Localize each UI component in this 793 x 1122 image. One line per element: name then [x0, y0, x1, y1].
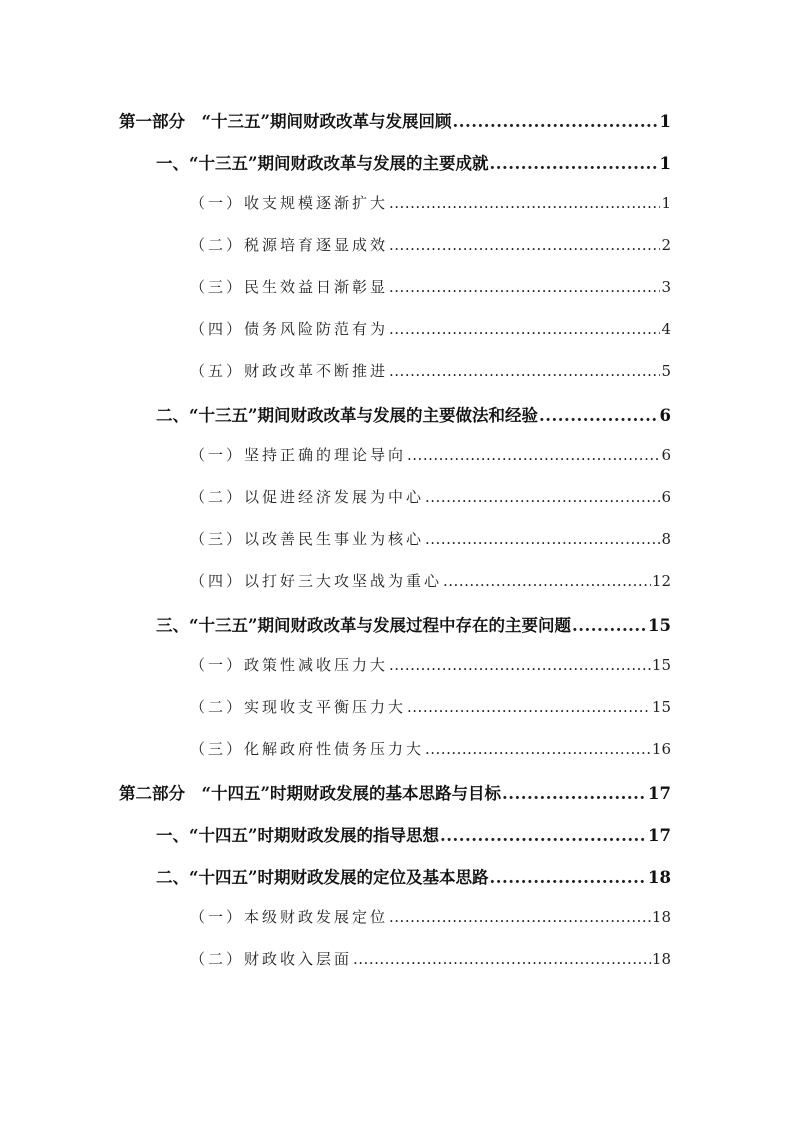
toc-entry[interactable] — [190, 906, 671, 927]
toc-entry-title: （一）本级财政发展定位 — [190, 908, 389, 926]
toc-entry[interactable] — [190, 234, 671, 255]
toc-entry-title: 一、“十三五”期间财政改革与发展的主要成就 — [156, 154, 489, 173]
toc-leader-dots — [389, 656, 651, 674]
toc-entry-page: 17 — [648, 826, 671, 845]
toc-entry-page: 3 — [661, 278, 671, 296]
toc-leader-dots — [489, 154, 658, 173]
toc-entry-page: 1 — [659, 154, 671, 173]
toc-leader-dots — [407, 446, 660, 464]
toc-leader-dots — [389, 278, 660, 296]
toc-entry-title: （二）财政收入层面 — [190, 950, 353, 968]
toc-entry-title: （一）政策性减收压力大 — [190, 656, 389, 674]
toc-entry-page: 15 — [648, 616, 671, 635]
toc-leader-dots — [452, 112, 658, 131]
toc-entry-page: 1 — [659, 112, 671, 131]
toc-leader-dots — [389, 362, 660, 380]
toc-entry[interactable] — [190, 192, 671, 213]
toc-entry[interactable] — [119, 780, 671, 804]
toc-leader-dots — [353, 950, 651, 968]
toc-entry[interactable] — [190, 444, 671, 465]
toc-entry[interactable] — [119, 108, 671, 132]
toc-entry[interactable] — [156, 822, 671, 846]
toc-leader-dots — [443, 572, 651, 590]
toc-entry-page: 2 — [661, 236, 671, 254]
toc-leader-dots — [389, 194, 660, 212]
toc-entry-page: 15 — [651, 698, 671, 716]
toc-entry-title: 二、“十三五”期间财政改革与发展的主要做法和经验 — [156, 406, 538, 425]
toc-entry[interactable] — [190, 528, 671, 549]
toc-leader-dots — [389, 236, 660, 254]
toc-entry-title: （三）民生效益日渐彰显 — [190, 278, 389, 296]
toc-leader-dots — [389, 320, 660, 338]
toc-entry[interactable] — [190, 738, 671, 759]
toc-entry-page: 18 — [648, 868, 671, 887]
toc-entry-page: 6 — [659, 406, 671, 425]
toc-entry[interactable] — [156, 864, 671, 888]
toc-entry-page: 4 — [661, 320, 671, 338]
toc-entry[interactable] — [190, 486, 671, 507]
toc-leader-dots — [539, 406, 659, 425]
toc-leader-dots — [407, 698, 651, 716]
toc-entry-title: 二、“十四五”时期财政发展的定位及基本思路 — [156, 868, 489, 887]
toc-entry-title: （二）税源培育逐显成效 — [190, 236, 389, 254]
toc-entry-page: 16 — [651, 740, 671, 758]
toc-entry-title: （三）化解政府性债务压力大 — [190, 740, 425, 758]
toc-entry-title: （三）以改善民生事业为核心 — [190, 530, 425, 548]
toc-entry-title: （二）以促进经济发展为中心 — [190, 488, 425, 506]
toc-entry[interactable] — [156, 612, 671, 636]
toc-entry-title: （五）财政改革不断推进 — [190, 362, 389, 380]
toc-entry-page: 6 — [661, 488, 671, 506]
toc-entry-page: 17 — [648, 784, 671, 803]
toc-leader-dots — [440, 826, 647, 845]
toc-leader-dots — [502, 784, 647, 803]
toc-entry-page: 15 — [651, 656, 671, 674]
toc-entry[interactable] — [190, 696, 671, 717]
toc-entry[interactable] — [190, 360, 671, 381]
toc-entry-page: 1 — [661, 194, 671, 212]
toc-entry-title: 一、“十四五”时期财政发展的指导思想 — [156, 826, 439, 845]
toc-leader-dots — [425, 488, 660, 506]
toc-entry-page: 18 — [651, 908, 671, 926]
toc-entry[interactable] — [190, 948, 671, 969]
toc-leader-dots — [572, 616, 647, 635]
toc-entry-title: 三、“十三五”期间财政改革与发展过程中存在的主要问题 — [156, 616, 571, 635]
toc-entry-title: （四）债务风险防范有为 — [190, 320, 389, 338]
toc-entry-page: 8 — [661, 530, 671, 548]
toc-entry[interactable] — [190, 318, 671, 339]
toc-entry-title: （一）坚持正确的理论导向 — [190, 446, 407, 464]
toc-entry-page: 6 — [661, 446, 671, 464]
toc-entry-title: （一）收支规模逐渐扩大 — [190, 194, 389, 212]
toc-entry-page: 12 — [651, 572, 671, 590]
toc-entry[interactable] — [190, 654, 671, 675]
toc-entry-page: 18 — [651, 950, 671, 968]
toc-leader-dots — [489, 868, 647, 887]
toc-leader-dots — [389, 908, 651, 926]
toc-entry[interactable] — [156, 150, 671, 174]
toc-leader-dots — [425, 530, 660, 548]
toc-entry-title: （四）以打好三大攻坚战为重心 — [190, 572, 443, 590]
toc-entry-title: 第二部分 “十四五”时期财政发展的基本思路与目标 — [119, 784, 501, 803]
toc-entry-title: （二）实现收支平衡压力大 — [190, 698, 407, 716]
toc-entry[interactable] — [156, 402, 671, 426]
toc-leader-dots — [425, 740, 651, 758]
toc-entry[interactable] — [190, 570, 671, 591]
toc-entry-title: 第一部分 “十三五”期间财政改革与发展回顾 — [119, 112, 452, 131]
toc-entry-page: 5 — [661, 362, 671, 380]
toc-entry[interactable] — [190, 276, 671, 297]
